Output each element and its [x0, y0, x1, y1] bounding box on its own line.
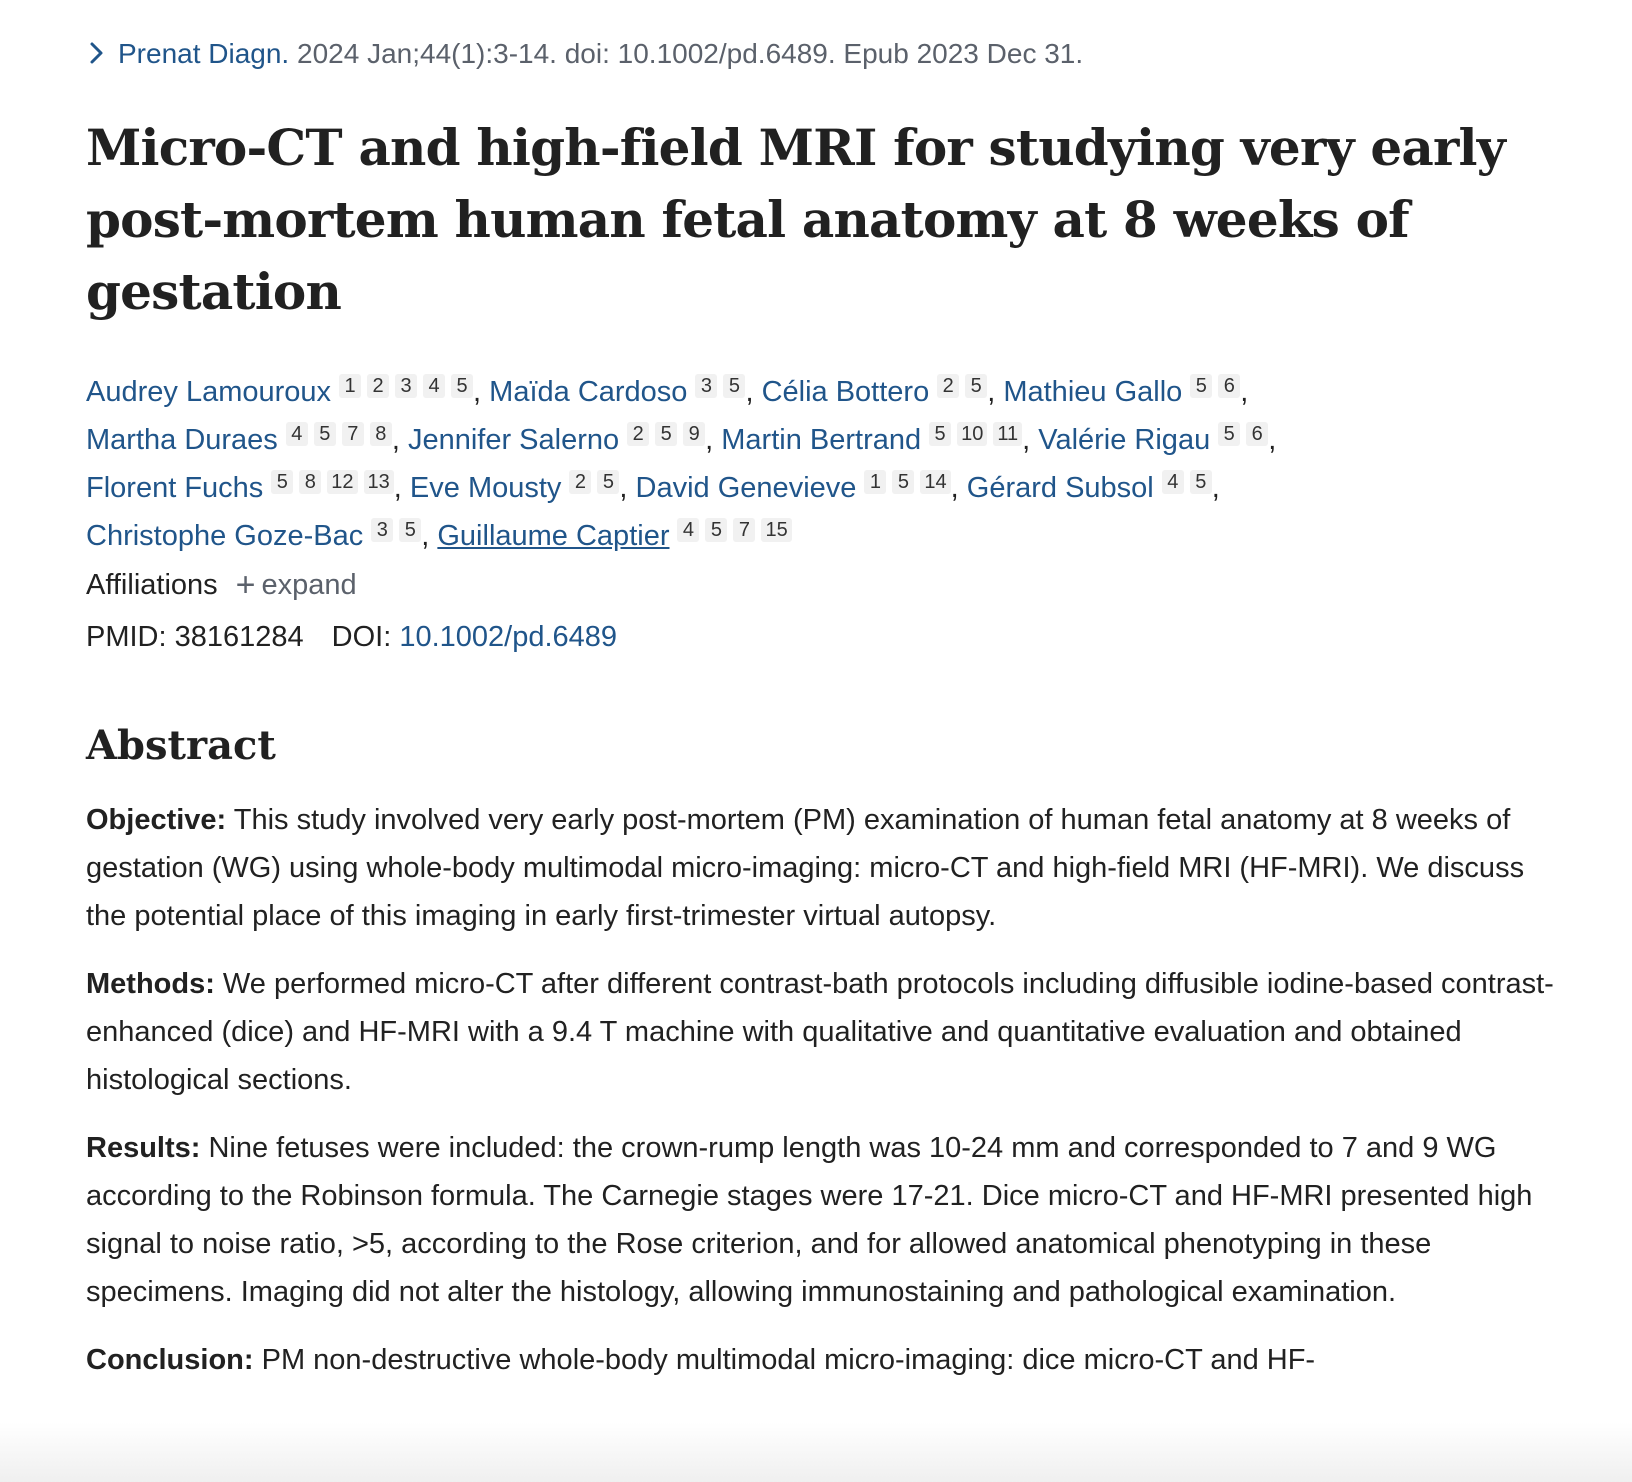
- affiliation-ref[interactable]: 5: [314, 422, 336, 446]
- author-separator: ,: [987, 376, 1004, 408]
- affiliation-ref[interactable]: 4: [286, 422, 308, 446]
- author-separator: ,: [1240, 376, 1249, 408]
- author-separator: ,: [391, 424, 408, 456]
- journal-link[interactable]: Prenat Diagn.: [118, 38, 290, 69]
- section-text: We performed micro-CT after different contrast-bath protocols including diffusible iodine-based contrast-enhanced (dice) and HF-MRI with a 9.4 T machine with qualitative and quantitative evaluation and obtained histological sections.: [86, 968, 1554, 1096]
- author-separator: ,: [421, 520, 438, 552]
- author-list: [86, 368, 1566, 560]
- section-label: Methods:: [86, 968, 215, 1000]
- affiliation-ref[interactable]: 3: [695, 374, 717, 398]
- affiliation-ref[interactable]: 4: [677, 518, 699, 542]
- bottom-fade: [0, 1422, 1632, 1482]
- author-separator: ,: [705, 424, 722, 456]
- affiliation-ref[interactable]: 1: [864, 470, 886, 494]
- affiliation-ref[interactable]: 3: [371, 518, 393, 542]
- author-line-3: [86, 464, 1566, 512]
- section-label: Results:: [86, 1132, 201, 1164]
- abstract-body: [86, 796, 1566, 1404]
- affiliation-ref[interactable]: 5: [705, 518, 727, 542]
- affiliation-ref[interactable]: 2: [367, 374, 389, 398]
- affiliation-ref[interactable]: 4: [1162, 470, 1184, 494]
- doi-label: DOI:: [331, 621, 392, 653]
- author-separator: ,: [745, 376, 762, 408]
- author-separator: ,: [1268, 424, 1277, 456]
- affiliation-ref[interactable]: 5: [1218, 422, 1240, 446]
- affiliation-ref[interactable]: 2: [569, 470, 591, 494]
- affiliation-ref[interactable]: 6: [1218, 374, 1240, 398]
- section-label: Conclusion:: [86, 1344, 254, 1376]
- affiliation-ref[interactable]: 11: [993, 422, 1022, 446]
- author-separator: ,: [393, 472, 410, 504]
- author-link[interactable]: David Genevieve: [635, 472, 857, 504]
- author-line-4: [86, 512, 1566, 560]
- author-separator: ,: [473, 376, 490, 408]
- affiliation-ref[interactable]: 5: [655, 422, 677, 446]
- author-line-1: [86, 368, 1566, 416]
- affiliation-ref[interactable]: 5: [965, 374, 987, 398]
- pmid-value: 38161284: [174, 621, 304, 653]
- affiliation-ref[interactable]: 10: [957, 422, 987, 446]
- affiliation-ref[interactable]: 5: [271, 470, 293, 494]
- abstract-objective: [86, 796, 1566, 940]
- affiliations-label: Affiliations: [86, 569, 218, 601]
- doi-link[interactable]: 10.1002/pd.6489: [399, 621, 618, 653]
- affiliation-ref[interactable]: 5: [1190, 374, 1212, 398]
- affiliation-ref[interactable]: 13: [364, 470, 394, 494]
- author-link[interactable]: Mathieu Gallo: [1003, 376, 1183, 408]
- abstract-conclusion: [86, 1336, 1566, 1384]
- chevron-right-icon[interactable]: [86, 39, 108, 67]
- affiliations-expand-button[interactable]: [235, 566, 357, 604]
- author-link[interactable]: Célia Bottero: [761, 376, 930, 408]
- author-link[interactable]: Jennifer Salerno: [407, 424, 620, 456]
- author-link[interactable]: Gérard Subsol: [966, 472, 1154, 504]
- affiliation-ref[interactable]: 2: [627, 422, 649, 446]
- section-text: This study involved very early post-mortem (PM) examination of human fetal anatomy at 8 weeks of gestation (WG) using whole-body multimodal micro-imaging: micro-CT and high-field MRI (HF-MRI). We discuss the potential place of this imaging in early first-trimester virtual autopsy.: [86, 804, 1525, 932]
- affiliation-ref[interactable]: 7: [733, 518, 755, 542]
- author-separator: ,: [950, 472, 967, 504]
- author-link[interactable]: Audrey Lamouroux: [86, 376, 332, 408]
- author-separator: ,: [1211, 472, 1220, 504]
- citation-details: 2024 Jan;44(1):3-14. doi: 10.1002/pd.6489. Epub 2023 Dec 31.: [289, 38, 1084, 69]
- affiliation-ref[interactable]: 5: [723, 374, 745, 398]
- affiliation-ref[interactable]: 4: [423, 374, 445, 398]
- author-link[interactable]: Florent Fuchs: [86, 472, 264, 504]
- author-link[interactable]: Valérie Rigau: [1038, 424, 1211, 456]
- affiliation-ref[interactable]: 5: [929, 422, 951, 446]
- section-text: Nine fetuses were included: the crown-rump length was 10-24 mm and corresponded to 7 and 9 WG according to the Robinson formula. The Carnegie stages were 17-21. Dice micro-CT and HF-MRI presented high signal to noise ratio, >5, according to the Rose criterion, and for allowed anatomical phenotyping in these specimens. Imaging did not alter the histology, allowing immunostaining and pathological examination.: [86, 1132, 1533, 1308]
- affiliation-ref[interactable]: 7: [342, 422, 364, 446]
- affiliations-row: [86, 565, 357, 605]
- section-label: Objective:: [86, 804, 227, 836]
- affiliation-ref[interactable]: 5: [892, 470, 914, 494]
- citation-line: [86, 34, 1083, 74]
- abstract-methods: [86, 960, 1566, 1104]
- affiliation-ref[interactable]: 15: [761, 518, 791, 542]
- abstract-heading: Abstract: [86, 722, 276, 769]
- affiliation-ref[interactable]: 8: [370, 422, 392, 446]
- author-link[interactable]: Martin Bertrand: [721, 424, 922, 456]
- abstract-results: [86, 1124, 1566, 1316]
- author-line-2: [86, 416, 1566, 464]
- author-separator: ,: [1022, 424, 1039, 456]
- expand-label: expand: [261, 569, 357, 601]
- author-link[interactable]: Guillaume Captier: [437, 520, 670, 552]
- affiliation-ref[interactable]: 1: [339, 374, 361, 398]
- identifiers-row: [86, 617, 617, 657]
- affiliation-ref[interactable]: 5: [1190, 470, 1212, 494]
- affiliation-ref[interactable]: 3: [395, 374, 417, 398]
- affiliation-ref[interactable]: 6: [1246, 422, 1268, 446]
- affiliation-ref[interactable]: 5: [597, 470, 619, 494]
- author-separator: ,: [619, 472, 636, 504]
- author-link[interactable]: Christophe Goze-Bac: [86, 520, 364, 552]
- article-title: Micro-CT and high-field MRI for studying very early post-mortem human fetal anatomy at 8 weeks of gestation: [86, 118, 1505, 321]
- author-link[interactable]: Eve Mousty: [409, 472, 562, 504]
- author-link[interactable]: Maïda Cardoso: [489, 376, 688, 408]
- affiliation-ref[interactable]: 12: [327, 470, 357, 494]
- affiliation-ref[interactable]: 5: [451, 374, 473, 398]
- affiliation-ref[interactable]: 2: [937, 374, 959, 398]
- pmid-label: PMID:: [86, 621, 167, 653]
- affiliation-ref[interactable]: 9: [683, 422, 705, 446]
- plus-icon: +: [235, 566, 256, 604]
- section-text: PM non-destructive whole-body multimodal micro-imaging: dice micro-CT and HF-: [253, 1344, 1316, 1376]
- affiliation-ref[interactable]: 14: [920, 470, 950, 494]
- author-link[interactable]: Martha Duraes: [86, 424, 278, 456]
- affiliation-ref[interactable]: 5: [399, 518, 421, 542]
- affiliation-ref[interactable]: 8: [299, 470, 321, 494]
